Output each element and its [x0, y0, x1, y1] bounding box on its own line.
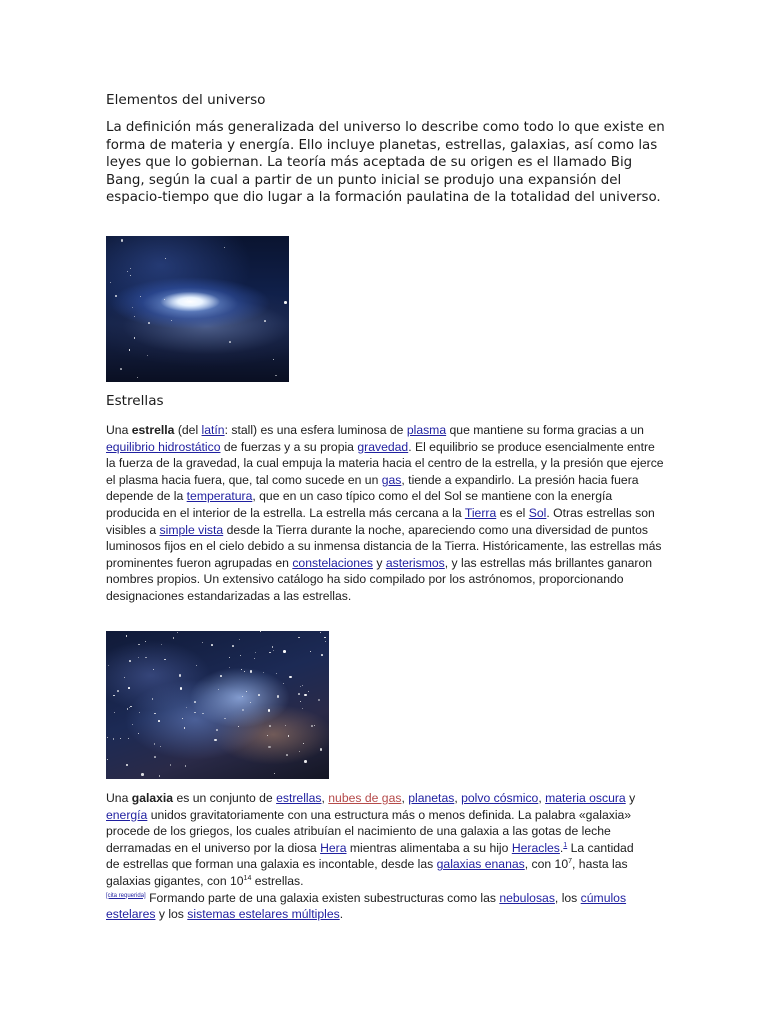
star-speck: [302, 708, 303, 709]
link-nebulosas[interactable]: nebulosas: [499, 890, 555, 905]
star-speck: [124, 677, 125, 678]
text: de fuerzas y a su propia: [220, 439, 358, 454]
star-speck: [218, 689, 219, 690]
galaxia-paragraph: [106, 790, 646, 923]
star-speck: [267, 735, 268, 736]
star-speck: [170, 764, 172, 766]
star-speck: [273, 359, 274, 360]
star-speck: [244, 671, 245, 672]
star-speck: [180, 687, 183, 690]
exponent: 7: [568, 858, 573, 866]
star-speck: [283, 650, 286, 653]
link-simple-vista[interactable]: simple vista: [159, 522, 224, 537]
star-speck: [185, 765, 187, 767]
star-speck: [152, 698, 154, 700]
text: es el: [496, 505, 529, 520]
link-latin[interactable]: latín: [201, 423, 225, 437]
star-speck: [263, 672, 265, 674]
star-speck: [165, 258, 166, 259]
star-speck: [277, 695, 280, 698]
star-speck: [147, 355, 148, 356]
link-galaxias-enanas[interactable]: galaxias enanas: [436, 857, 525, 872]
citation-needed-link[interactable]: [cita requerida]: [106, 892, 146, 899]
star-speck: [298, 693, 300, 695]
star-speck: [137, 377, 139, 379]
star-speck: [300, 686, 301, 687]
link-planetas[interactable]: planetas: [408, 791, 455, 805]
text: ,: [401, 791, 409, 805]
text: Una: [106, 791, 132, 805]
text: y: [372, 555, 386, 570]
link-gravedad[interactable]: gravedad: [357, 439, 409, 454]
star-speck: [107, 737, 108, 738]
star-speck: [283, 683, 284, 684]
star-speck: [130, 706, 132, 708]
text: mientras alimentaba a su hijo: [346, 840, 512, 855]
star-speck: [120, 738, 122, 740]
star-speck: [130, 268, 131, 269]
star-speck: [238, 726, 239, 727]
star-speck: [130, 275, 131, 276]
star-speck: [311, 725, 313, 727]
star-speck: [240, 655, 241, 656]
star-speck: [114, 712, 115, 713]
star-speck: [250, 702, 251, 703]
star-speck: [318, 699, 321, 702]
term-estrella: estrella: [131, 423, 175, 437]
text: , los: [554, 890, 581, 905]
text: , y las estrellas más brillantes ganaron nombres propios. Un extensivo catálogo ha sido compilado por los astrónomos, proporcionando designaciones estandarizadas a las estrellas.: [106, 555, 653, 603]
star-speck: [216, 729, 218, 731]
star-speck: [121, 239, 124, 242]
star-speck: [186, 707, 188, 709]
star-speck: [138, 657, 139, 658]
star-speck: [110, 282, 111, 283]
star-speck: [148, 322, 150, 324]
star-speck: [153, 669, 154, 670]
star-speck: [220, 675, 222, 677]
link-nubes-de-gas[interactable]: nubes de gas: [328, 791, 402, 805]
star-speck: [211, 644, 213, 646]
star-speck: [214, 739, 217, 742]
link-polvo-cosmico[interactable]: polvo cósmico: [461, 791, 539, 805]
text: La cantidad de estrellas que forman una galaxia es incontable, desde las: [106, 840, 634, 872]
text: unidos gravitatoriamente con una estructura más o menos definida. La palabra «galaxia» procede de los griegos, los cuales atribuían el nacimiento de una galaxia a las gotas de leche derramadas en el universo por la diosa: [106, 807, 632, 855]
star-speck: [120, 368, 122, 370]
text: estrellas.: [251, 873, 304, 888]
link-equilibrio-hidrostatico[interactable]: equilibrio hidrostático: [106, 439, 221, 454]
star-speck: [303, 743, 304, 744]
link-sol[interactable]: Sol: [528, 505, 547, 520]
term-galaxia: galaxia: [131, 791, 174, 805]
star-speck: [173, 637, 175, 639]
star-speck: [138, 733, 139, 734]
link-estrellas[interactable]: estrellas: [276, 791, 322, 805]
link-materia-oscura[interactable]: materia oscura: [545, 791, 626, 805]
star-speck: [300, 701, 301, 702]
star-speck: [127, 271, 128, 272]
star-cluster-image: [106, 631, 329, 779]
text: , tiende a expandirlo. La presión hacia fuera depende de la: [106, 472, 639, 504]
star-speck: [194, 712, 196, 714]
star-speck: [184, 727, 186, 729]
text: (del: [174, 423, 202, 437]
star-speck: [154, 756, 156, 758]
star-speck: [288, 735, 290, 737]
text: ,: [538, 791, 546, 805]
star-speck: [126, 635, 128, 637]
link-asterismos[interactable]: asterismos: [385, 555, 445, 570]
star-speck: [320, 632, 321, 633]
star-speck: [140, 296, 141, 297]
link-sistemas-estelares-multiples[interactable]: sistemas estelares múltiples: [187, 907, 340, 922]
link-energia[interactable]: energía: [106, 807, 148, 822]
star-speck: [321, 654, 323, 656]
section-title-estrellas: Estrellas: [106, 393, 164, 409]
section-title-elementos: Elementos del universo: [106, 92, 266, 108]
star-speck: [325, 641, 326, 642]
star-speck: [154, 713, 156, 715]
star-speck: [246, 691, 248, 693]
star-speck: [132, 724, 134, 726]
link-plasma[interactable]: plasma: [406, 423, 447, 437]
star-speck: [108, 665, 109, 666]
exponent: 14: [243, 874, 252, 882]
star-speck: [299, 751, 300, 752]
star-speck: [196, 665, 198, 667]
text: .: [559, 840, 564, 855]
star-speck: [145, 657, 147, 659]
star-speck: [320, 748, 323, 751]
star-speck: [113, 695, 115, 697]
text: y los: [155, 907, 188, 922]
text: Una: [106, 423, 132, 437]
star-speck: [241, 669, 243, 671]
star-speck: [158, 720, 160, 722]
star-speck: [160, 746, 161, 747]
star-speck: [134, 337, 136, 339]
universe-image: [106, 236, 289, 382]
star-speck: [242, 696, 243, 697]
link-constelaciones[interactable]: constelaciones: [292, 555, 373, 570]
star-speck: [314, 725, 315, 726]
star-speck: [224, 247, 225, 248]
star-speck: [310, 651, 311, 652]
star-speck: [164, 659, 166, 661]
star-speck: [250, 670, 253, 673]
text: Formando parte de una galaxia existen subestructuras como las: [145, 890, 500, 905]
link-heracles[interactable]: Heracles: [511, 840, 560, 855]
star-speck: [304, 760, 307, 763]
star-speck: [258, 694, 260, 696]
star-speck: [127, 708, 129, 710]
star-speck: [139, 712, 141, 714]
star-speck: [126, 764, 129, 767]
star-speck: [274, 773, 275, 774]
text: ,: [454, 791, 462, 805]
estrella-paragraph: [106, 422, 666, 605]
star-speck: [159, 775, 161, 777]
star-speck: [134, 316, 135, 317]
star-speck: [269, 652, 271, 654]
star-speck: [268, 746, 271, 749]
star-speck: [229, 341, 231, 343]
star-speck: [128, 738, 129, 739]
star-speck: [194, 701, 196, 703]
link-cumulos-estelares[interactable]: cúmulos estelares: [106, 890, 627, 922]
star-speck: [272, 646, 274, 648]
text: , con 10: [524, 857, 569, 872]
star-speck: [298, 637, 300, 639]
star-speck: [117, 690, 119, 692]
star-speck: [128, 687, 130, 689]
text: : stall) es una esfera luminosa de: [224, 423, 407, 437]
text: , hasta las galaxias gigantes, con 10: [106, 857, 628, 888]
star-speck: [187, 299, 188, 300]
star-speck: [232, 645, 234, 647]
star-speck: [182, 718, 184, 720]
link-tierra[interactable]: Tierra: [464, 505, 497, 520]
star-speck: [285, 725, 286, 726]
link-temperatura[interactable]: temperatura: [186, 489, 253, 504]
star-speck: [154, 743, 156, 745]
star-speck: [229, 657, 230, 658]
star-speck: [177, 632, 178, 633]
star-speck: [308, 691, 309, 692]
star-speck: [161, 644, 162, 645]
star-speck: [239, 639, 241, 641]
star-speck: [286, 754, 288, 756]
star-speck: [254, 658, 255, 659]
star-speck: [171, 320, 173, 322]
star-speck: [129, 660, 131, 662]
text: , que en un caso típico como el del Sol se mantiene con la energía producida en el interior de la estrella. La estrella más cercana a la: [106, 489, 613, 520]
star-speck: [268, 709, 271, 712]
star-speck: [284, 301, 287, 304]
text: y: [625, 791, 636, 805]
star-speck: [302, 685, 303, 686]
star-speck: [164, 299, 165, 300]
star-speck: [260, 631, 261, 632]
star-speck: [324, 637, 326, 639]
link-gas[interactable]: gas: [381, 472, 402, 487]
intro-paragraph: La definición más generalizada del universo lo describe como todo lo que existe en forma de materia y energía. Ello incluye planetas, estrellas, galaxias, así como las leyes que lo gobiernan. La teoría más aceptada de su origen es el llamado Big Bang, según la cual a partir de un punto inicial se produjo una expansión del espacio-tiempo que dio lugar a la formación paulatina de la totalidad del universo.: [106, 120, 665, 206]
star-speck: [273, 650, 275, 652]
star-speck: [132, 307, 133, 308]
star-speck: [275, 375, 277, 377]
star-speck: [145, 641, 146, 642]
star-speck: [202, 713, 204, 715]
text: desde la Tierra durante la noche, apareciendo como una diversidad de puntos luminosos fijos en el cielo debido a su inmensa distancia de la Tierra. Históricamente, las estrellas más prominentes fueron agrupadas en: [106, 522, 662, 570]
text: . El equilibrio se produce esencialmente entre la fuerza de la gravedad, la cual empuja la materia hacia el centro de la estrella, y la presión que ejerce el plasma hacia fuera, que, tal como sucede en un: [106, 439, 664, 487]
star-speck: [264, 320, 266, 322]
star-speck: [224, 718, 226, 720]
link-hera[interactable]: Hera: [320, 840, 347, 855]
star-speck: [113, 738, 115, 740]
star-speck: [138, 644, 140, 646]
text: es un conjunto de: [173, 791, 277, 805]
text: .: [339, 907, 344, 922]
star-speck: [202, 642, 203, 643]
star-speck: [304, 694, 307, 697]
star-speck: [107, 759, 108, 760]
star-speck: [255, 652, 256, 653]
text: que mantiene su forma gracias a un: [446, 423, 644, 437]
star-speck: [129, 349, 131, 351]
star-speck: [229, 667, 230, 668]
text: ,: [321, 791, 329, 805]
star-speck: [141, 773, 144, 776]
star-speck: [289, 676, 292, 679]
star-speck: [276, 673, 277, 674]
star-speck: [269, 725, 271, 727]
text: . Otras estrellas son visibles a: [106, 505, 655, 537]
star-speck: [115, 295, 118, 298]
footnote-1[interactable]: 1: [563, 841, 568, 849]
star-speck: [179, 674, 182, 677]
star-speck: [242, 709, 245, 712]
